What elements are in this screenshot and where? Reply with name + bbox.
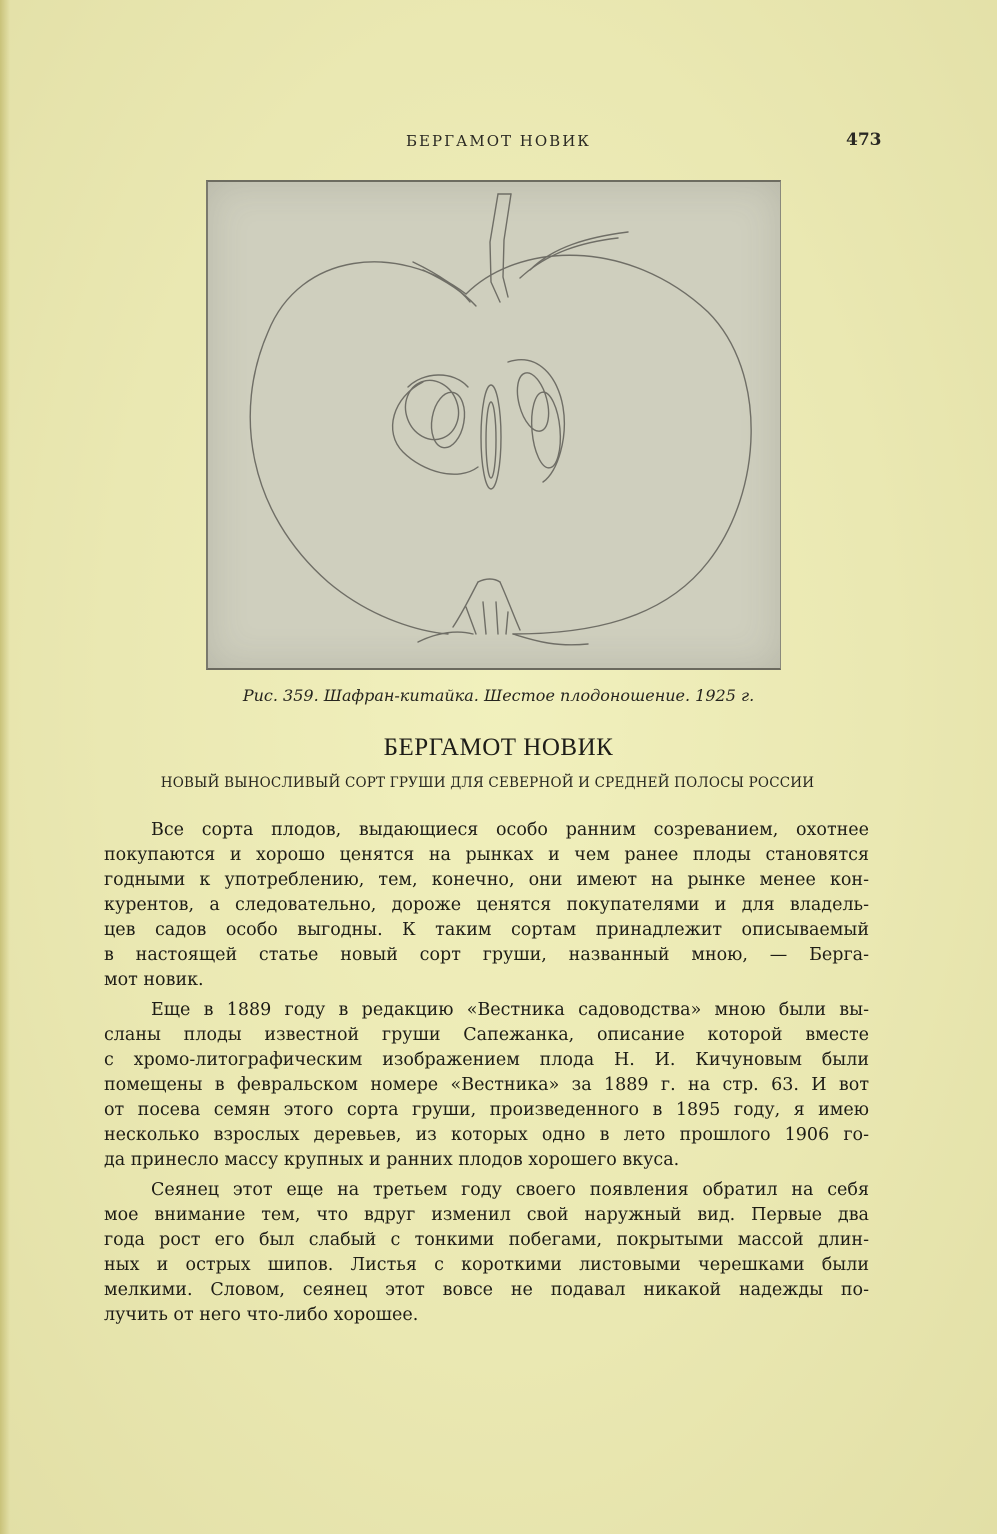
text-line: лучить от него что-либо хорошее. <box>104 1305 419 1325</box>
paragraph-2 <box>104 998 869 1173</box>
text-line: от посева семян этого сорта груши, произведенного в 1895 году, я имею <box>104 1100 869 1120</box>
text-line: мое внимание тем, что вдруг изменил свой наружный вид. Первые два <box>104 1205 869 1225</box>
text-line: помещены в февральском номере «Вестника» за 1889 г. на стр. 63. И вот <box>104 1075 869 1095</box>
text-line: года рост его был слабый с тонкими побегами, покрытыми массой длин- <box>104 1230 869 1250</box>
page-number: 473 <box>846 130 882 150</box>
running-head: БЕРГАМОТ НОВИК <box>406 132 591 150</box>
text-line: мот новик. <box>104 970 204 990</box>
text-line: покупаются и хорошо ценятся на рынках и чем ранее плоды становятся <box>104 845 869 865</box>
text-line: курентов, а следовательно, дороже ценятся покупателями и для владель- <box>104 895 869 915</box>
text-line: в настоящей статье новый сорт груши, названный мною, — Берга- <box>104 945 869 965</box>
text-line: ных и острых шипов. Листья с короткими листовыми черешками были <box>104 1255 869 1275</box>
text-line: Еще в 1889 году в редакцию «Вестника садоводства» мною были вы- <box>151 1000 869 1020</box>
text-line: сланы плоды известной груши Сапежанка, описание которой вместе <box>104 1025 869 1045</box>
page-edge-shadow <box>0 0 10 1534</box>
apple-cross-section-drawing-icon <box>208 182 780 668</box>
paragraph-1 <box>104 818 869 993</box>
figure-apple-drawing <box>206 180 781 670</box>
text-line: да принесло массу крупных и ранних плодов хорошего вкуса. <box>104 1150 680 1170</box>
article-subtitle: НОВЫЙ ВЫНОСЛИВЫЙ СОРТ ГРУШИ ДЛЯ СЕВЕРНОЙ И СРЕДНЕЙ ПОЛОСЫ РОССИИ <box>160 775 815 791</box>
article-title: БЕРГАМОТ НОВИК <box>383 734 614 761</box>
text-line: мелкими. Словом, сеянец этот вовсе не подавал никакой надежды по- <box>104 1280 869 1300</box>
article-body <box>104 818 869 1328</box>
figure-caption: Рис. 359. Шафран-китайка. Шестое плодоношение. 1925 г. <box>242 686 755 705</box>
text-line: Все сорта плодов, выдающиеся особо ранним созреванием, охотнее <box>151 820 869 840</box>
text-line: цев садов особо выгодны. К таким сортам принадлежит описываемый <box>104 920 869 940</box>
text-line: годными к употреблению, тем, конечно, они имеют на рынке менее кон- <box>104 870 869 890</box>
text-line: несколько взрослых деревьев, из которых одно в лето прошлого 1906 го- <box>104 1125 869 1145</box>
text-line: Сеянец этот еще на третьем году своего появления обратил на себя <box>151 1180 869 1200</box>
text-line: с хромо-литографическим изображением плода Н. И. Кичуновым были <box>104 1050 869 1070</box>
paragraph-3 <box>104 1178 869 1328</box>
